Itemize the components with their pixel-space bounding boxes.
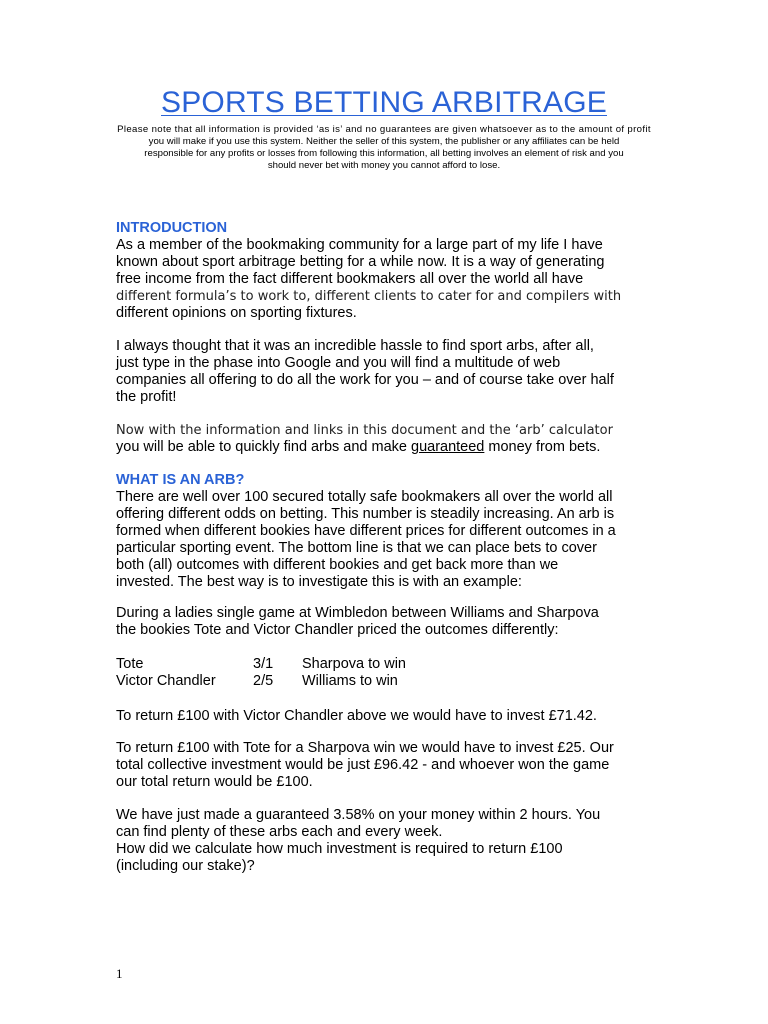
text-line: To return £100 with Victor Chandler above we would have to invest £71.42. bbox=[116, 708, 597, 724]
text-line: particular sporting event. The bottom line is that we can place bets to cover bbox=[116, 540, 597, 556]
text-line: invested. The best way is to investigate this is with an example: bbox=[116, 574, 522, 590]
text-line bbox=[116, 439, 676, 456]
odds-value: 2/5 bbox=[253, 673, 274, 689]
disclaimer-line: should never bet with money you cannot afford to lose. bbox=[267, 160, 501, 171]
bookie-name: Victor Chandler bbox=[116, 673, 216, 689]
text-line: different formula’s to work to, different clients to cater for and compilers with bbox=[116, 289, 622, 304]
outcome: Sharpova to win bbox=[302, 656, 406, 672]
text-line: How did we calculate how much investment is required to return £100 bbox=[116, 841, 563, 857]
heading-introduction: INTRODUCTION bbox=[116, 220, 228, 236]
text-line: (including our stake)? bbox=[116, 858, 255, 874]
text-line: There are well over 100 secured totally safe bookmakers all over the world all bbox=[116, 489, 613, 505]
arb-paragraph-5 bbox=[116, 807, 676, 875]
text-line: the bookies Tote and Victor Chandler priced the outcomes differently: bbox=[116, 622, 559, 638]
text-line: just type in the phase into Google and you will find a multitude of web bbox=[116, 355, 561, 371]
arb-paragraph-1 bbox=[116, 489, 676, 591]
text-line: During a ladies single game at Wimbledon between Williams and Sharpova bbox=[116, 605, 599, 621]
text-line: offering different odds on betting. This number is steadily increasing. An arb is bbox=[116, 506, 615, 522]
text-fragment: money from bets. bbox=[484, 439, 601, 455]
text-line: known about sport arbitrage betting for a while now. It is a way of generating bbox=[116, 254, 605, 270]
text-line: free income from the fact different bookmakers all over the world all have bbox=[116, 271, 584, 287]
text-line: can find plenty of these arbs each and every week. bbox=[116, 824, 443, 840]
disclaimer-line: you will make if you use this system. Neither the seller of this system, the publisher or any affiliates can be held bbox=[148, 136, 620, 147]
intro-paragraph-2 bbox=[116, 338, 676, 406]
text-line: different opinions on sporting fixtures. bbox=[116, 305, 357, 321]
text-line: I always thought that it was an incredible hassle to find sport arbs, after all, bbox=[116, 338, 594, 354]
text-line: companies all offering to do all the work for you – and of course take over half bbox=[116, 372, 614, 388]
text-line: formed when different bookies have different prices for different outcomes in a bbox=[116, 523, 616, 539]
odds-value: 3/1 bbox=[253, 656, 274, 672]
intro-paragraph-3 bbox=[116, 422, 676, 456]
arb-paragraph-4 bbox=[116, 740, 676, 791]
text-line: total collective investment would be just £96.42 - and whoever won the game bbox=[116, 757, 610, 773]
text-line: To return £100 with Tote for a Sharpova win we would have to invest £25. Our bbox=[116, 740, 614, 756]
heading-what-is-an-arb: WHAT IS AN ARB? bbox=[116, 472, 245, 488]
document-title: SPORTS BETTING ARBITRAGE bbox=[161, 86, 607, 119]
text-line: both (all) outcomes with different bookies and get back more than we bbox=[116, 557, 559, 573]
underlined-word: guaranteed bbox=[411, 439, 485, 455]
text-line: Now with the information and links in this document and the ‘arb’ calculator bbox=[116, 423, 613, 438]
intro-paragraph-1 bbox=[116, 237, 676, 322]
text-line: our total return would be £100. bbox=[116, 774, 313, 790]
text-line: We have just made a guaranteed 3.58% on your money within 2 hours. You bbox=[116, 807, 601, 823]
outcome: Williams to win bbox=[302, 673, 398, 689]
text-line: As a member of the bookmaking community for a large part of my life I have bbox=[116, 237, 603, 253]
page-number: 1 bbox=[116, 966, 123, 981]
arb-paragraph-2 bbox=[116, 605, 676, 639]
text-fragment: you will be able to quickly find arbs and make bbox=[116, 439, 411, 455]
disclaimer bbox=[110, 124, 658, 172]
disclaimer-line: responsible for any profits or losses from following this information, all betting involves an element of risk and you bbox=[144, 148, 624, 159]
text-line: the profit! bbox=[116, 389, 177, 405]
bookie-name: Tote bbox=[116, 656, 144, 672]
arb-paragraph-3 bbox=[116, 708, 676, 725]
disclaimer-line: Please note that all information is provided ‘as is’ and no guarantees are given whatsoever as to the amount of profit bbox=[117, 124, 651, 135]
